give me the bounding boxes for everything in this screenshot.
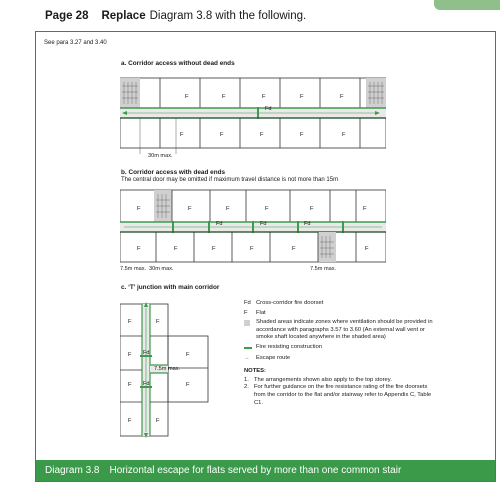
svg-text:F: F [185, 94, 189, 100]
svg-text:F: F [310, 206, 314, 212]
svg-text:F: F [260, 132, 264, 138]
section-b-title: b. Corridor access with dead ends [121, 169, 226, 176]
svg-text:F: F [128, 382, 132, 388]
svg-text:F: F [128, 352, 132, 358]
svg-text:F: F [340, 94, 344, 100]
key-item-fire-line: Fire resisting construction [244, 344, 434, 353]
section-b-subtitle: The central door may be omitted if maximum travel distance is not more than 15m [121, 177, 339, 183]
svg-text:F: F [250, 246, 254, 252]
svg-text:F: F [300, 132, 304, 138]
svg-text:F: F [222, 94, 226, 100]
svg-text:F: F [156, 319, 160, 325]
svg-text:F: F [174, 246, 178, 252]
svg-text:Fd: Fd [216, 221, 223, 227]
svg-text:F: F [342, 132, 346, 138]
svg-text:F: F [262, 94, 266, 100]
section-b-dim-mid: 30m max. [149, 266, 174, 272]
section-c-title: c. ‘T’ junction with main corridor [121, 284, 220, 291]
key-item-fd: Fd Cross-corridor fire doorset [244, 300, 324, 306]
svg-text:F: F [226, 206, 230, 212]
svg-text:F: F [365, 246, 369, 252]
replace-text: Diagram 3.8 with the following. [149, 10, 307, 22]
svg-text:Fd: Fd [143, 350, 150, 356]
section-a-dim-30m: 30m max. [148, 153, 173, 159]
svg-text:F: F [186, 352, 190, 358]
svg-text:F: F [137, 246, 141, 252]
replace-word: Replace [101, 10, 146, 22]
svg-text:F: F [128, 319, 132, 325]
page-header [45, 10, 306, 30]
section-a-title: a. Corridor access without dead ends [121, 60, 235, 67]
key-item-escape: → Escape route [244, 354, 291, 361]
svg-text:F: F [212, 246, 216, 252]
key-item-shade: Shaded areas indicate zones where ventilation should be provided in accordance with paragraphs 3.57 to 3.60 (An external wall vent or smoke shaft located anywhere in the shaded area) [244, 319, 434, 342]
svg-text:Fd: Fd [143, 381, 150, 387]
note-1: 1. The arrangements shown also apply to the top storey. [244, 376, 392, 383]
svg-text:F: F [188, 206, 192, 212]
note-2: 2. For further guidance on the fire resistance rating of the fire doorsets from the corridor to the flat and/or stairway refer to Appendix C, Table C1. [244, 384, 432, 406]
section-b-dim-left: 7.5m max. [120, 266, 147, 272]
svg-text:Fd: Fd [260, 221, 267, 227]
svg-text:F: F [180, 132, 184, 138]
section-b-dim-right: 7.5m max. [310, 266, 337, 272]
svg-text:F: F [220, 132, 224, 138]
diagram-a-cross-door [257, 107, 259, 119]
caption-label: Diagram 3.8 [45, 465, 100, 476]
svg-text:F: F [156, 418, 160, 424]
diagram-a-flats-bottom [120, 118, 386, 148]
escape-arrow-icon: → [244, 354, 250, 361]
svg-text:F: F [265, 206, 269, 212]
diagram-a-fd-label: Fd [265, 106, 272, 112]
section-c-dim-mid: 7.5m max. [154, 366, 181, 372]
svg-text:F: F [292, 246, 296, 252]
notes-title: NOTES: [244, 368, 266, 375]
diagram-a [120, 74, 386, 160]
diagram-key [244, 300, 434, 407]
svg-text:F: F [300, 94, 304, 100]
diagram-b [120, 188, 386, 268]
diagram-a-flats-top [120, 78, 386, 108]
page-corner-tab [434, 0, 500, 10]
svg-text:F: F [137, 206, 141, 212]
diagram-b-shade-bottom [318, 232, 336, 262]
caption-text: Horizontal escape for flats served by more than one common stair [109, 465, 402, 476]
svg-text:F: F [363, 206, 367, 212]
diagram-caption [36, 460, 495, 481]
fire-line-icon [244, 347, 252, 349]
svg-text:F: F [186, 382, 190, 388]
svg-text:F: F [128, 418, 132, 424]
diagram-frame [35, 31, 496, 482]
see-para-reference: See para 3.27 and 3.40 [44, 40, 107, 46]
svg-text:Fd: Fd [304, 221, 311, 227]
key-item-flat: F Flat [244, 309, 266, 316]
shade-swatch-icon [244, 320, 250, 326]
page-number: Page 28 [45, 10, 89, 22]
